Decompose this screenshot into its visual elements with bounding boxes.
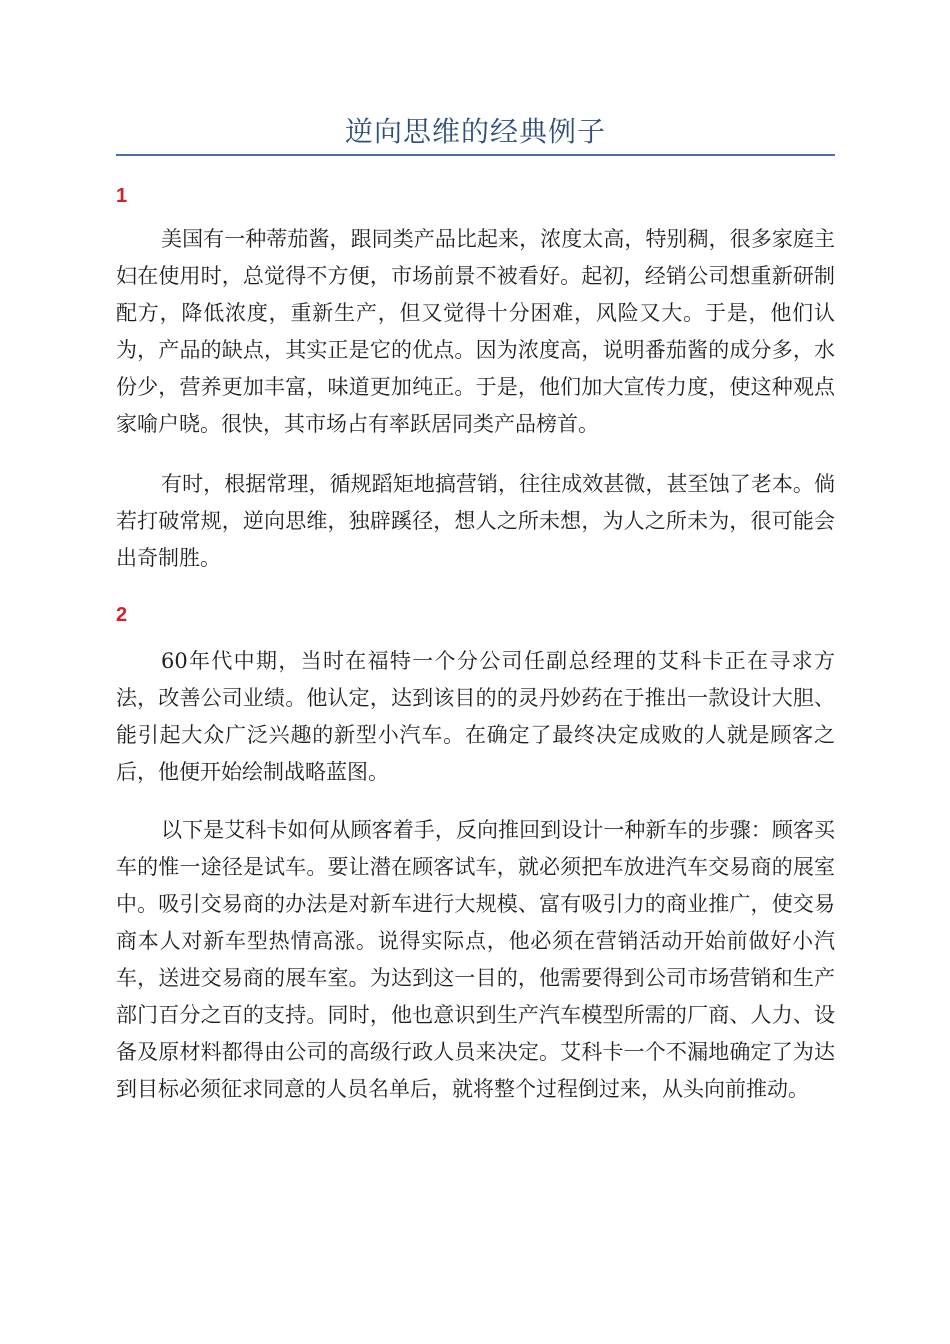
section-number-1: 1 xyxy=(116,185,128,207)
section-2-paragraph-1: 60年代中期，当时在福特一个分公司任副总经理的艾科卡正在寻求方法，改善公司业绩。他认定，达到该目的的灵丹妙药在于推出一款设计大胆、能引起大众广泛兴趣的新型小汽车。在确定了最终决定成败的人就是顾客之后，他便开始绘制战略蓝图。 xyxy=(116,649,835,784)
section-1-paragraph-2: 有时，根据常理，循规蹈矩地搞营销，往往成效甚微，甚至蚀了老本。倘若打破常规，逆向思维，独辟蹊径，想人之所未想，为人之所未为，很可能会出奇制胜。 xyxy=(116,472,835,570)
section-number-2: 2 xyxy=(116,604,128,626)
section-1-paragraph-1: 美国有一种蒂茄酱，跟同类产品比起来，浓度太高，特别稠，很多家庭主妇在使用时，总觉得不方便，市场前景不被看好。起初，经销公司想重新研制配方，降低浓度，重新生产，但又觉得十分困难，风险又大。于是，他们认为，产品的缺点，其实正是它的优点。因为浓度高，说明番茄酱的成分多，水份少，营养更加丰富，味道更加纯正。于是，他们加大宣传力度，使这种观点家喻户晓。很快，其市场占有率跃居同类产品榜首。 xyxy=(116,227,835,436)
section-2-paragraph-2: 以下是艾科卡如何从顾客着手，反向推回到设计一种新车的步骤：顾客买车的惟一途径是试车。要让潜在顾客试车，就必须把车放进汽车交易商的展室中。吸引交易商的办法是对新车进行大规模、富有吸引力的商业推广，使交易商本人对新车型热情高涨。说得实际点，他必须在营销活动开始前做好小汽车，送进交易商的展车室。为达到这一目的，他需要得到公司市场营销和生产部门百分之百的支持。同时，他也意识到生产汽车模型所需的厂商、人力、设备及原材料都得由公司的高级行政人员来决定。艾科卡一个不漏地确定了为达到目标必须征求同意的人员名单后，就将整个过程倒过来，从头向前推动。 xyxy=(116,818,835,1101)
page-title: 逆向思维的经典例子 xyxy=(344,115,606,148)
title-underline xyxy=(116,154,835,156)
